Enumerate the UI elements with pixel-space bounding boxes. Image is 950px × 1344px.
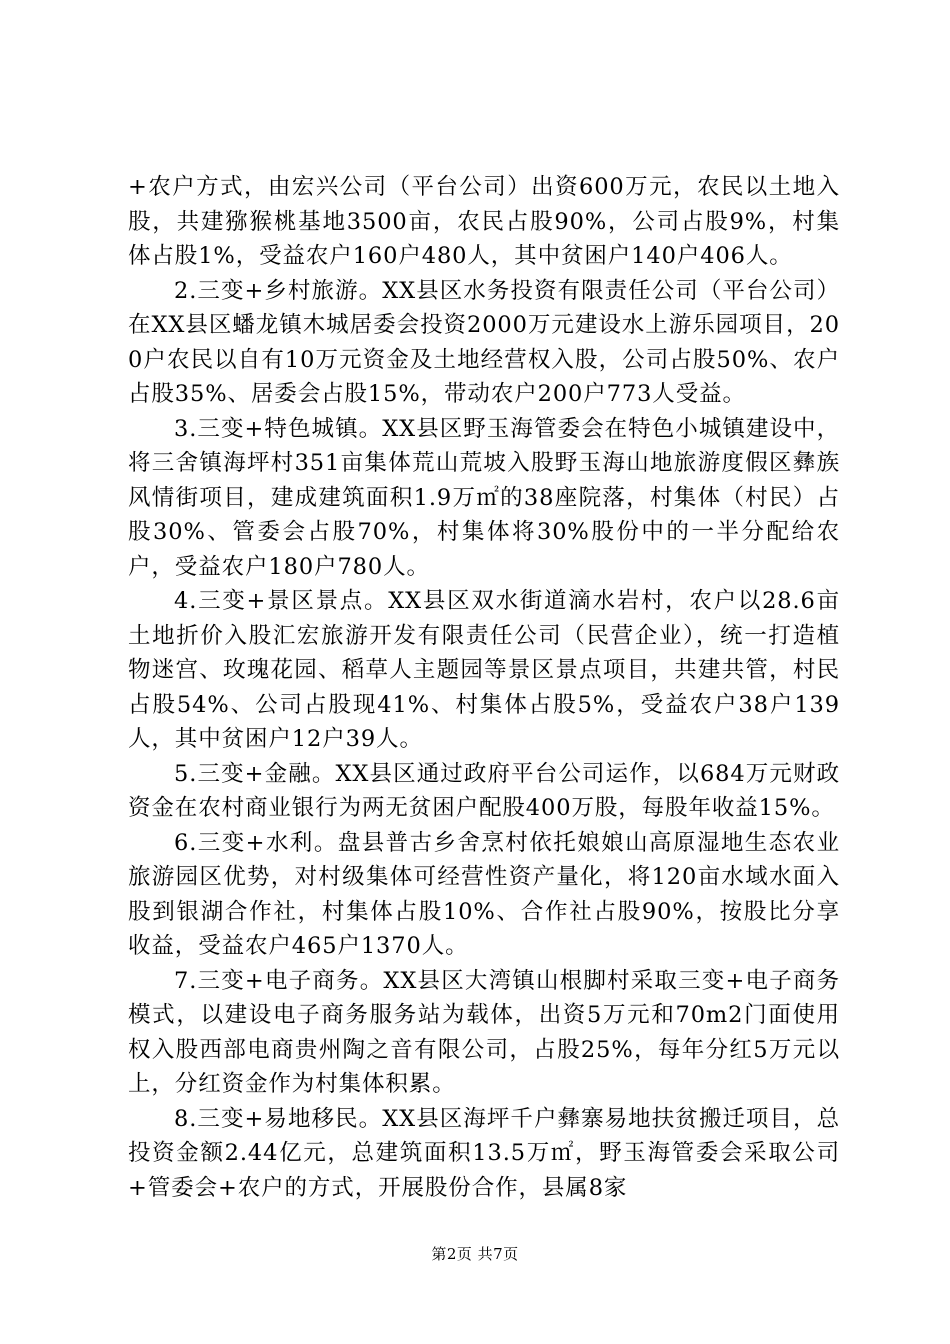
paragraph-scenic-spots: 4.三变+景区景点。XX县区双水街道滴水岩村，农户以28.6亩土地折价入股汇宏旅游开发有限责任公司（民营企业），统一打造植物迷宫、玫瑰花园、稻草人主题园等景区景点项目，共建共管，村民占股54%、公司占股现41%、村集体占股5%，受益农户38户139人，其中贫困户12户39人。 (128, 588, 840, 752)
paragraph-relocation: 8.三变+易地移民。XX县区海坪千户彝寨易地扶贫搬迁项目，总投资金额2.44亿元，总建筑面积13.5万㎡，野玉海管委会采取公司+管委会+农户的方式，开展股份合作，县属8家 (128, 1105, 840, 1201)
page-number-footer: 第2页 共7页 (431, 1245, 519, 1263)
paragraph-continuation: +农户方式，由宏兴公司（平台公司）出资600万元，农民以土地入股，共建猕猴桃基地3500亩，农民占股90%，公司占股9%，村集体占股1%，受益农户160户480人，其中贫困户140户406人。 (128, 174, 840, 269)
document-body (128, 170, 840, 1205)
paragraph-finance: 5.三变+金融。XX县区通过政府平台公司运作，以684万元财政资金在农村商业银行为两无贫困户配股400万股，每股年收益15%。 (128, 760, 840, 821)
paragraph-featured-town: 3.三变+特色城镇。XX县区野玉海管委会在特色小城镇建设中，将三舍镇海坪村351亩集体荒山荒坡入股野玉海山地旅游度假区彝族风情街项目，建成建筑面积1.9万㎡的38座院落，村集体（村民）占股30%、管委会占股70%，村集体将30%股份中的一半分配给农户，受益农户180户780人。 (128, 415, 840, 580)
paragraph-rural-tourism: 2.三变+乡村旅游。XX县区水务投资有限责任公司（平台公司）在XX县区蟠龙镇木城居委会投资2000万元建设水上游乐园项目，200户农民以自有10万元资金及土地经营权入股，公司占股50%、农户占股35%、居委会占股15%，带动农户200户773人受益。 (128, 277, 840, 407)
paragraph-water-conservancy: 6.三变+水利。盘县普古乡舍烹村依托娘娘山高原湿地生态农业旅游园区优势，对村级集体可经营性资产量化，将120亩水域水面入股到银湖合作社，村集体占股10%、合作社占股90%，按股比分享收益，受益农户465户1370人。 (128, 829, 840, 959)
paragraph-e-commerce: 7.三变+电子商务。XX县区大湾镇山根脚村采取三变+电子商务模式，以建设电子商务服务站为载体，出资5万元和70m2门面使用权入股西部电商贵州陶之音有限公司，占股25%，每年分红5万元以上，分红资金作为村集体积累。 (128, 967, 840, 1097)
